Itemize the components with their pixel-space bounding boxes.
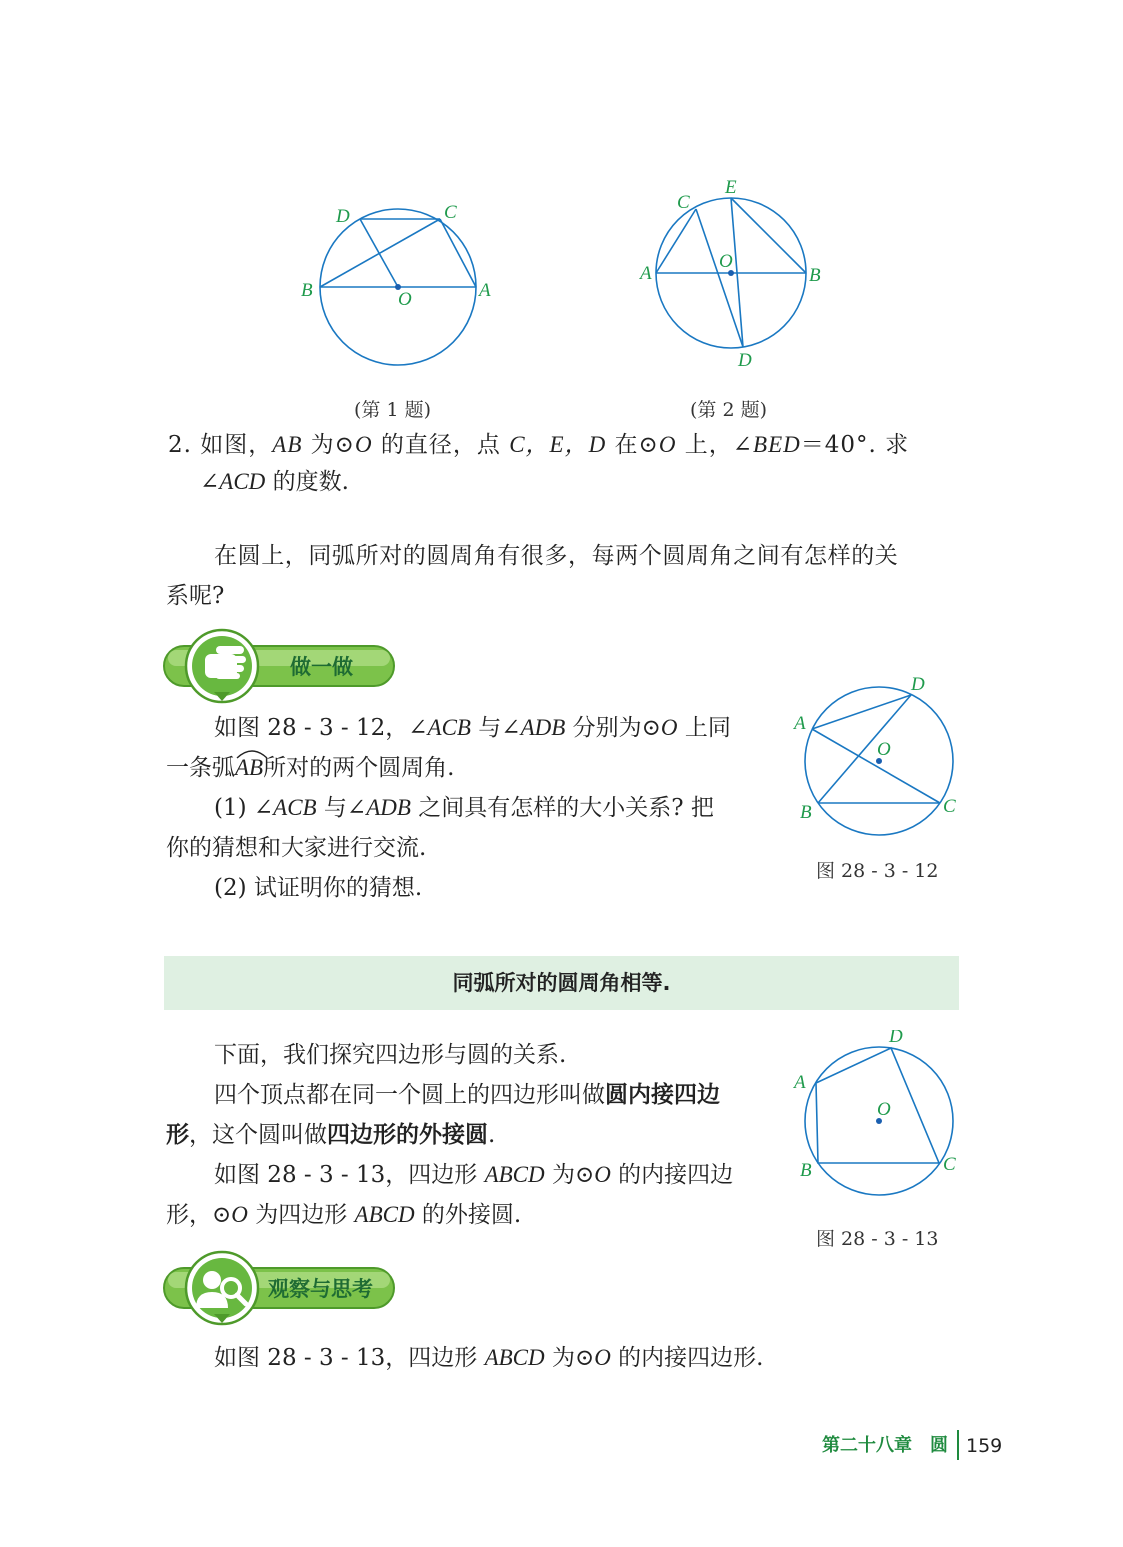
activity2-title: 观察与思考: [268, 1277, 373, 1301]
fig1-chord-bc: [320, 219, 440, 287]
term-inscribed-quad: 圆内接四边: [605, 1082, 720, 1108]
fig2-chord-ac: [656, 209, 696, 273]
quad-p2: 四个顶点都在同一个圆上的四边形叫做圆内接四边: [214, 1082, 720, 1108]
fig3-label-b: B: [800, 802, 812, 823]
figure-1: [290, 195, 510, 380]
term-circumcircle: 四边形的外接圆: [327, 1122, 488, 1148]
fig2-label-a: A: [640, 263, 652, 284]
activity1-p2: 一条弧AB 所对的两个圆周角.: [166, 748, 454, 788]
quad-p1: 下面，我们探究四边形与圆的关系.: [214, 1042, 567, 1068]
intro-line1: 在圆上，同弧所对的圆周角有很多，每两个圆周角之间有怎样的关: [214, 543, 899, 569]
activity1-p1: 如图 28 - 3 - 12，∠ACB 与∠ADB 分别为⊙O 上同: [214, 715, 731, 741]
footer-chapter: 第二十八章 圆: [822, 1435, 948, 1456]
fig2-label-o: O: [719, 251, 733, 272]
quad-p4: 如图 28 - 3 - 13，四边形 ABCD 为⊙O 的内接四边: [214, 1162, 734, 1188]
activity2-p1: 如图 28 - 3 - 13，四边形 ABCD 为⊙O 的内接四边形.: [214, 1345, 764, 1371]
fig3-label-d: D: [911, 674, 925, 695]
fig3-chord-ac: [812, 729, 940, 803]
activity1-q1: (1) ∠ACB 与∠ADB 之间具有怎样的大小关系? 把: [214, 795, 714, 821]
fig2-label-c: C: [677, 192, 690, 213]
footer-divider: [957, 1430, 959, 1460]
fig1-label-a: A: [479, 280, 491, 301]
intro-line2: 系呢?: [166, 583, 225, 609]
exercise-2-line1: 2. 如图，AB 为⊙O 的直径，点 C，E，D 在⊙O 上，∠BED＝40°. 求: [168, 432, 910, 458]
activity1-title: 做一做: [290, 655, 353, 679]
fig2-label-b: B: [809, 265, 821, 286]
fig1-caption: (第 1 题): [354, 399, 431, 421]
fig3-caption: 图 28 - 3 - 12: [816, 860, 939, 882]
fig1-label-d: D: [336, 206, 350, 227]
quad-p3: 形，这个圆叫做四边形的外接圆.: [166, 1122, 496, 1148]
arc-ab: AB: [235, 755, 264, 780]
fig2-label-e: E: [725, 178, 737, 198]
figure-28-3-13: [790, 1030, 970, 1200]
figure-2: [630, 178, 840, 373]
fig4-label-d: D: [889, 1030, 903, 1047]
fig1-chord-ca: [440, 219, 476, 287]
fig4-label-a: A: [794, 1072, 806, 1093]
activity1-header: [160, 628, 400, 706]
fig2-caption: (第 2 题): [690, 399, 767, 421]
fig2-chord-eb: [731, 198, 806, 273]
figure-28-3-12: [790, 670, 970, 840]
quad-p5: 形，⊙O 为四边形 ABCD 的外接圆.: [166, 1202, 522, 1228]
fig1-label-c: C: [444, 202, 457, 223]
fig4-label-o: O: [877, 1099, 891, 1120]
fig1-label-o: O: [398, 289, 412, 310]
exercise-2-line2: ∠ACD 的度数.: [200, 469, 349, 495]
page-number: 159: [966, 1435, 1003, 1457]
fig4-label-c: C: [943, 1154, 956, 1175]
fig4-label-b: B: [800, 1160, 812, 1181]
theorem-banner: 同弧所对的圆周角相等.: [164, 956, 959, 1010]
fig3-label-c: C: [943, 796, 956, 817]
arc-symbol: [235, 746, 269, 760]
fig3-label-a: A: [794, 713, 806, 734]
fig1-segment-do: [360, 219, 398, 287]
fig4-caption: 图 28 - 3 - 13: [816, 1228, 939, 1250]
fig1-label-b: B: [301, 280, 313, 301]
activity1-q1-line2: 你的猜想和大家进行交流.: [166, 835, 427, 861]
activity2-header: [160, 1250, 400, 1328]
fig2-chord-cd: [696, 209, 743, 347]
fig2-label-d: D: [738, 350, 752, 371]
activity1-q2: (2) 试证明你的猜想.: [214, 875, 423, 901]
fig3-label-o: O: [877, 739, 891, 760]
